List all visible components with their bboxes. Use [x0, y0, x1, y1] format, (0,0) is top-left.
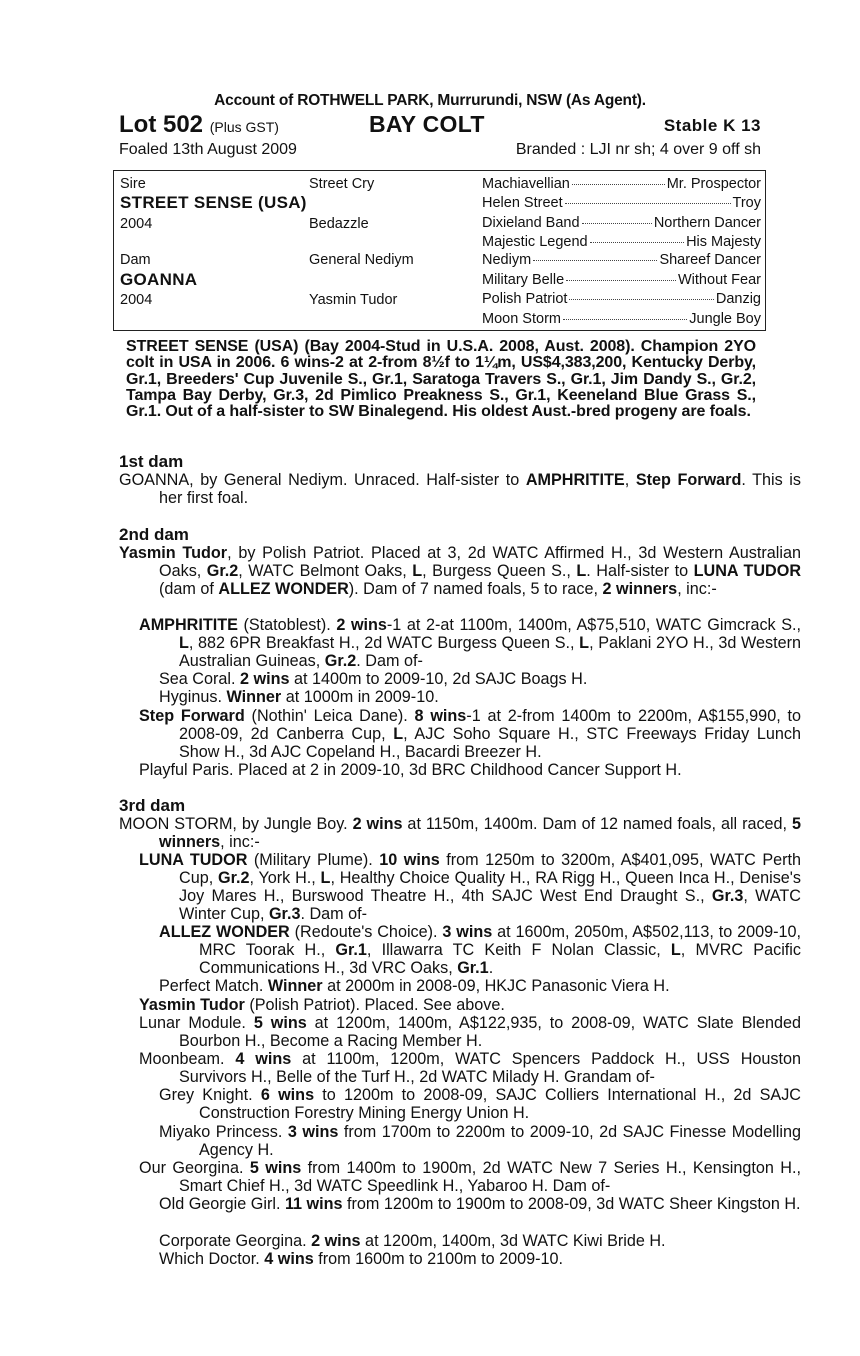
bold-text: 3 wins [442, 923, 493, 941]
bold-text: AMPHRITITE [525, 471, 625, 489]
bold-text: 8 wins [414, 707, 467, 725]
sire-name: STREET SENSE (USA) [120, 193, 307, 212]
bold-text: L [576, 562, 587, 580]
bold-text: 3 wins [287, 1123, 339, 1141]
second-dam-heading: 2nd dam [119, 525, 189, 544]
pedigree-table [113, 170, 766, 331]
bold-text: L [320, 869, 331, 887]
ancestor-line: Moon Storm Jungle Boy [482, 311, 761, 327]
bold-text: ALLEZ WONDER [218, 580, 349, 598]
bold-text: LUNA TUDOR [693, 562, 802, 580]
bold-text: Gr.3 [268, 905, 301, 923]
ancestor-line: Polish Patriot Danzig [482, 291, 761, 307]
bold-text: Gr.1 [335, 941, 367, 959]
progeny-entry: Yasmin Tudor (Polish Patriot). Placed. See above. [139, 996, 505, 1014]
bold-text: Winner [226, 688, 282, 706]
ancestor-line: Dixieland Band Northern Dancer [482, 215, 761, 231]
foaled-date: Foaled 13th August 2009 [119, 141, 297, 158]
ancestor-line: Military Belle Without Fear [482, 272, 761, 288]
bold-text: AMPHRITITE [139, 616, 238, 634]
bold-text: Gr.1 [457, 959, 489, 977]
progeny-entry: Playful Paris. Placed at 2 in 2009-10, 3d BRC Childhood Cancer Support H. [139, 761, 682, 779]
bold-text: L [179, 634, 189, 652]
bold-text: Winner [267, 977, 323, 995]
bold-text: 4 wins [264, 1250, 314, 1268]
bold-text: L [670, 941, 681, 959]
lot-number: Lot 502 (Plus GST) [119, 111, 279, 138]
first-dam-heading: 1st dam [119, 452, 184, 471]
brand-marks: Branded : LJI nr sh; 4 over 9 off sh [515, 141, 761, 158]
progeny-entry: Our Georgina. 5 wins from 1400m to 1900m, 2d WATC New 7 Series H., Kensington H., Smart Chief H., 3d WATC Speedlink H., Yabaroo H. Dam of- [139, 1159, 801, 1195]
ancestor-line: Nediym Shareef Dancer [482, 252, 761, 268]
grand-progeny-entry: Sea Coral. 2 wins at 1400m to 2009-10, 2d SAJC Boags H. [159, 670, 588, 688]
dam-dam: Yasmin Tudor [309, 292, 398, 308]
bold-text: Gr.2 [217, 869, 250, 887]
bold-text: L [393, 725, 404, 743]
bold-text: Step Forward [635, 471, 742, 489]
bold-text: 2 wins [352, 815, 403, 833]
bold-text: 5 wins [249, 1159, 302, 1177]
ancestor-line: Helen Street Troy [482, 195, 761, 211]
stable-number: Stable K 13 [663, 116, 761, 135]
bold-text: Gr.2 [206, 562, 239, 580]
grand-progeny-entry: Miyako Princess. 3 wins from 1700m to 2200m to 2009-10, 2d SAJC Finesse Modelling Agency H. [159, 1123, 801, 1159]
progeny-entry: Lunar Module. 5 wins at 1200m, 1400m, A$122,935, to 2008-09, WATC Slate Blended Bourbon H., Become a Racing Member H. [139, 1014, 801, 1050]
bold-text: 2 winners [602, 580, 678, 598]
bold-text: 6 wins [260, 1086, 315, 1104]
sire-dam: Bedazzle [309, 216, 369, 232]
second-dam-entry: Yasmin Tudor, by Polish Patriot. Placed at 3, 2d WATC Affirmed H., 3d Western Australian Oaks, Gr.2, WATC Belmont Oaks, L, Burgess Queen S., L. Half-sister to LUNA TUDOR (dam of ALLEZ WONDER). Dam of 7 named foals, 5 to race, 2 winners, inc:- [119, 544, 802, 598]
bold-text: 2 wins [311, 1232, 361, 1250]
dam-year: 2004 [120, 292, 153, 308]
grand-progeny-entry: Old Georgie Girl. 11 wins from 1200m to 1900m to 2008-09, 3d WATC Sheer Kingston H. [159, 1195, 801, 1213]
bold-text: 4 wins [235, 1050, 292, 1068]
bold-text: Gr.3 [711, 887, 744, 905]
bold-text: ALLEZ WONDER [159, 923, 290, 941]
sire-year: 2004 [120, 216, 153, 232]
progeny-entry: Step Forward (Nothin' Leica Dane). 8 wins-1 at 2-from 1400m to 2200m, A$155,990, to 2008-09, 2d Canberra Cup, L, AJC Soho Square H., STC Freeways Friday Lunch Show H., 3d AJC Copeland H., Bacardi Breezer H. [139, 707, 801, 761]
bold-text: Yasmin Tudor [119, 544, 228, 562]
sire-sire: Street Cry [309, 176, 375, 192]
sire-label: Sire [120, 176, 146, 192]
grand-progeny-entry: ALLEZ WONDER (Redoute's Choice). 3 wins at 1600m, 2050m, A$502,113, to 2009-10, MRC Toorak H., Gr.1, Illawarra TC Keith F Nolan Classic, L, MVRC Pacific Communications H., 3d VRC Oaks, Gr.1. [159, 923, 801, 977]
progeny-entry: AMPHRITITE (Statoblest). 2 wins-1 at 2-at 1100m, 1400m, A$75,510, WATC Gimcrack S., L, 882 6PR Breakfast H., 2d WATC Burgess Queen S., L, Paklani 2YO H., 3d Western Australian Guineas, Gr.2. Dam of- [139, 616, 802, 670]
bold-text: 10 wins [379, 851, 440, 869]
bold-text: LUNA TUDOR [139, 851, 248, 869]
grand-progeny-entry: Corporate Georgina. 2 wins at 1200m, 1400m, 3d WATC Kiwi Bride H. [159, 1232, 666, 1250]
grand-progeny-entry: Grey Knight. 6 wins to 1200m to 2008-09, SAJC Colliers International H., 2d SAJC Construction Forestry Mining Energy Union H. [159, 1086, 801, 1122]
bold-text: Yasmin Tudor [139, 996, 245, 1014]
grand-progeny-entry: Hyginus. Winner at 1000m in 2009-10. [159, 688, 439, 706]
bold-text: 2 wins [239, 670, 290, 688]
ancestor-line: Machiavellian Mr. Prospector [482, 176, 761, 192]
sire-summary: STREET SENSE (USA) (Bay 2004-Stud in U.S.A. 2008, Aust. 2008). Champion 2YO colt in USA in 2006. 6 wins-2 at 2-from 8½f to 1¼m, US$4,383,200, Kentucky Derby, Gr.1, Breeders' Cup Juvenile S., Gr.1, Saratoga Travers S., Gr.1, Jim Dandy S., Gr.2, Tampa Bay Derby, Gr.3, 2d Pimlico Preakness S., Gr.1, Keeneland Blue Grass S., Gr.1. Out of a half-sister to SW Binalegend. His oldest Aust.-bred progeny are foals. [126, 338, 756, 421]
first-dam-entry: GOANNA, by General Nediym. Unraced. Half-sister to AMPHRITITE, Step Forward. This is her first foal. [119, 471, 801, 507]
grand-progeny-entry: Which Doctor. 4 wins from 1600m to 2100m to 2009-10. [159, 1250, 563, 1268]
bold-text: 2 wins [336, 616, 387, 634]
progeny-entry: Moonbeam. 4 wins at 1100m, 1200m, WATC Spencers Paddock H., USS Houston Survivors H., Belle of the Turf H., 2d WATC Milady H. Grandam of- [139, 1050, 801, 1086]
bold-text: 5 winners [159, 815, 801, 851]
bold-text: L [412, 562, 423, 580]
bold-text: Gr.2 [324, 652, 357, 670]
lot-header [119, 111, 761, 141]
plus-gst-note: (Plus GST) [209, 119, 279, 135]
bold-text: L [579, 634, 590, 652]
grand-progeny-entry: Perfect Match. Winner at 2000m in 2008-09, HKJC Panasonic Viera H. [159, 977, 670, 995]
bold-text: 11 wins [284, 1195, 343, 1213]
vendor-account: Account of ROTHWELL PARK, Murrurundi, NSW (As Agent). [214, 92, 646, 109]
progeny-entry: LUNA TUDOR (Military Plume). 10 wins from 1250m to 3200m, A$401,095, WATC Perth Cup, Gr.2, York H., L, Healthy Choice Quality H., RA Rigg H., Queen Inca H., Denise's Joy Mares H., Burswood Theatre H., 4th SAJC West End Draught S., Gr.3, WATC Winter Cup, Gr.3. Dam of- [139, 851, 802, 923]
dam-label: Dam [120, 252, 151, 268]
third-dam-entry: MOON STORM, by Jungle Boy. 2 wins at 1150m, 1400m. Dam of 12 named foals, all raced, 5 winners, inc:- [119, 815, 801, 851]
dam-sire: General Nediym [309, 252, 414, 268]
dam-name: GOANNA [120, 270, 198, 289]
bold-text: 5 wins [253, 1014, 307, 1032]
bold-text: Step Forward [139, 707, 245, 725]
lot-description: BAY COLT [369, 111, 485, 137]
third-dam-heading: 3rd dam [119, 796, 186, 815]
ancestor-line: Majestic Legend His Majesty [482, 234, 761, 250]
